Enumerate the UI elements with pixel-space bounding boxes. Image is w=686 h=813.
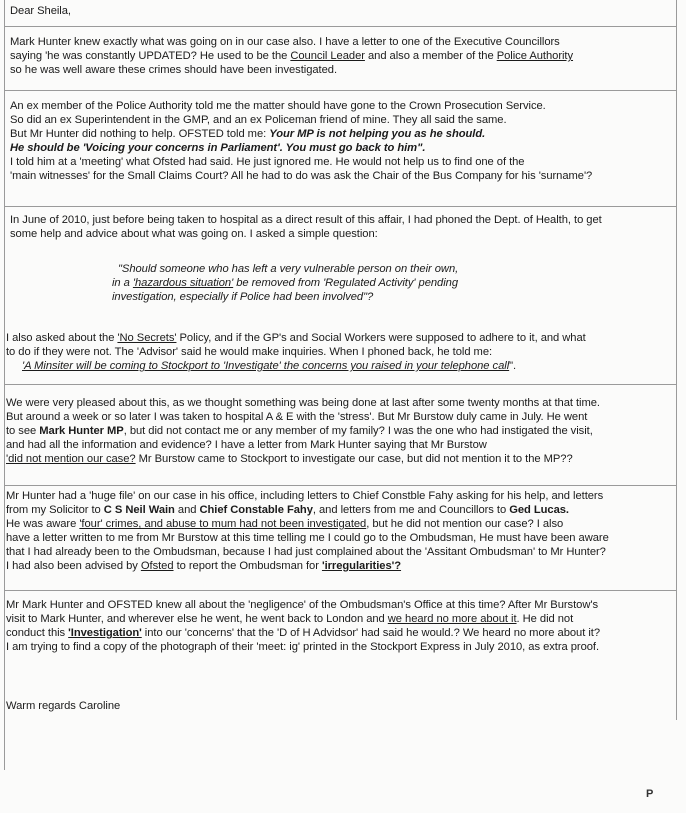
p6-line-3-text-b: , but he did not mention our case? I also (366, 518, 564, 530)
right-margin-rule (676, 0, 677, 720)
p6-line-3 (6, 517, 563, 531)
p7-line-2 (6, 612, 573, 626)
p2-line-4: He should be 'Voicing your concerns in Parliament'. You must go back to him". (10, 142, 426, 154)
rule-3 (4, 206, 676, 207)
p6-line-1: Mr Hunter had a 'huge file' on our case in his office, including letters to Chief Constble Fahy asking for his help, and letters (6, 490, 604, 502)
p7-line-1: Mr Mark Hunter and OFSTED knew all about the 'negligence' of the Ombudsman's Office at this time? After Mr Burstow's (6, 599, 598, 611)
p1-line-2 (10, 49, 573, 63)
p7-line-2-text: visit to Mark Hunter, and wherever else he went, he went back to London and (6, 613, 388, 625)
p6-line-5: that I had already been to the Ombudsman, because I had just complained about the 'Assitant Ombudsman' to Mr Hunter? (6, 546, 606, 558)
ofsted-quote-bold: Your MP is not helping you as he should. (269, 128, 486, 140)
quote-line-2-text-b: be removed from 'Regulated Activity' pending (233, 277, 459, 289)
heard-no-more-underlined: we heard no more about it (387, 613, 517, 625)
investigation-underlined: 'Investigation' (68, 627, 142, 639)
p1-line-2-text: saying 'he was constantly UPDATED? He used to be the (10, 50, 291, 62)
p5-line-2: But around a week or so later I was taken to hospital A & E with the 'stress'. But Mr Burstow duly came in July. He went (6, 411, 588, 423)
irregularities-underlined: 'irregularities'? (321, 560, 402, 572)
p7-line-3-text: conduct this (6, 627, 69, 639)
left-margin-rule (4, 0, 5, 770)
p2-line-6: 'main witnesses' for the Small Claims Court? All he had to do was ask the Chair of the Bus Company for his 'surname'? (10, 170, 593, 182)
p1-line-1: Mark Hunter knew exactly what was going on in our case also. I have a letter to one of the Executive Councillors (10, 36, 560, 48)
ged-lucas-bold: Ged Lucas. (509, 504, 569, 516)
p1-line-3: so he was well aware these crimes should have been investigated. (10, 64, 338, 76)
p6-line-6-text-b: to report the Ombudsman for (173, 560, 322, 572)
corner-mark: P (646, 788, 654, 800)
p4-line-1 (6, 331, 586, 345)
p6-line-6 (6, 559, 401, 573)
p4-line-2: to do if they were not. The 'Advisor' said he would make inquiries. When I phoned back, he told me: (6, 346, 493, 358)
p2-line-3 (10, 127, 485, 141)
p4-line-1-text: I also asked about the (6, 332, 118, 344)
p7-line-4: I am trying to find a copy of the photograph of their 'meet: ig' printed in the Stockport Express in July 2010, as extra proof. (6, 641, 600, 653)
quote-line-1: "Should someone who has left a very vulnerable person on their own, (118, 263, 459, 275)
police-authority-underlined: Police Authority (496, 50, 574, 62)
rule-1 (4, 26, 676, 27)
minister-quote-end: ". (509, 360, 517, 372)
ofsted-underlined: Ofsted (140, 560, 174, 572)
p5-line-3-text: to see (6, 425, 40, 437)
minister-quote-underlined: 'A Minsiter will be coming to Stockport to 'Investigate' the concerns you raised in your telephone call (22, 360, 510, 372)
p3-line-2: some help and advice about what was going on. I asked a simple question: (10, 228, 378, 240)
four-crimes-underlined: 'four' crimes, and abuse to mum had not been investigated (79, 518, 367, 530)
p6-line-2 (6, 503, 569, 517)
p2-line-5: I told him at a 'meeting' what Ofsted had said. He just ignored me. He would not help us to find one of the (10, 156, 525, 168)
cs-neil-wain-bold: C S Neil Wain (103, 504, 175, 516)
chief-constable-fahy-bold: Chief Constable Fahy (199, 504, 313, 516)
p4-line-1-text-b: Policy, and if the GP's and Social Workers were supposed to adhere to it, and what (176, 332, 586, 344)
p4-line-3 (22, 359, 516, 373)
quote-line-2-text: in a (112, 277, 133, 289)
rule-2 (4, 90, 676, 91)
p2-line-3-text: But Mr Hunter did nothing to help. OFSTED told me: (10, 128, 270, 140)
rule-6 (4, 590, 676, 591)
quote-line-2 (112, 276, 458, 290)
rule-5 (4, 485, 676, 486)
did-not-mention-underlined: 'did not mention our case? (6, 453, 136, 465)
p7-line-3-text-b: into our 'concerns' that the 'D of H Advidsor' had said he would.? We heard no more about it? (141, 627, 600, 639)
p6-line-6-text: I had also been advised by (6, 560, 141, 572)
quote-line-3: investigation, especially if Police had been involved"? (112, 291, 374, 303)
p7-line-3 (6, 626, 600, 640)
no-secrets-underlined: 'No Secrets' (117, 332, 177, 344)
p7-line-2-text-b: . He did not (516, 613, 574, 625)
p5-line-4: and had all the information and evidence? I have a letter from Mark Hunter saying that Mr Burstow (6, 439, 487, 451)
p5-line-3 (6, 424, 593, 438)
greeting: Dear Sheila, (10, 5, 71, 17)
p2-line-2: So did an ex Superintendent in the GMP, and an ex Policeman friend of mine. They all said the same. (10, 114, 507, 126)
rule-4 (4, 384, 676, 385)
p5-line-1: We were very pleased about this, as we thought something was being done at last after some twenty months at that time. (6, 397, 600, 409)
hazardous-situation-underlined: 'hazardous situation' (132, 277, 234, 289)
p2-line-1: An ex member of the Police Authority told me the matter should have gone to the Crown Prosecution Service. (10, 100, 546, 112)
p6-line-2-text-c: , and letters from me and Councillors to (312, 504, 510, 516)
council-leader-underlined: Council Leader (290, 50, 365, 62)
p5-line-3-text-b: , but did not contact me or any member of my family? I was the one who had instigated the visit, (123, 425, 593, 437)
p5-line-5-text: Mr Burstow came to Stockport to investigate our case, but did not mention it to the MP?? (135, 453, 573, 465)
p6-line-3-text: He was aware (6, 518, 80, 530)
p6-line-4: have a letter written to me from Mr Burstow at this time telling me I could go to the Ombudsman, He must have been aware (6, 532, 609, 544)
p5-line-5 (6, 452, 573, 466)
p3-line-1: In June of 2010, just before being taken to hospital as a direct result of this affair, I had phoned the Dept. of Health, to get (10, 214, 602, 226)
p1-line-2-text-b: and also a member of the (364, 50, 497, 62)
p6-line-2-text: from my Solicitor to (6, 504, 104, 516)
signoff: Warm regards Caroline (6, 700, 121, 712)
p6-line-2-text-b: and (174, 504, 200, 516)
mark-hunter-mp-bold: Mark Hunter MP (39, 425, 124, 437)
